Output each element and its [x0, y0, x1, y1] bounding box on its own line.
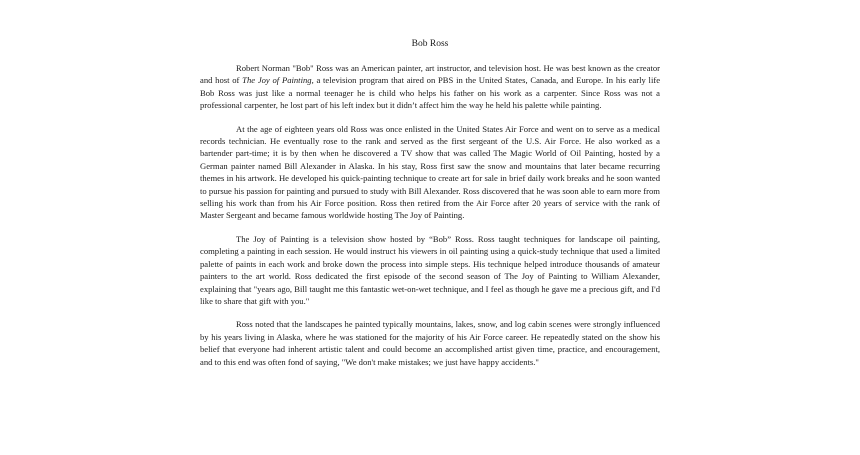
paragraph-3-segment-1: The Joy of Painting is a television show hosted by “Bob” Ross. Ross taught techniques for landscape oil painting, completing a painting in each session. He would instruct his viewers in oil painting using a quick-study technique that used a limited palette of paints in each work and broke down the process into simple steps. His technique helped introduce thousands of amateur painters to the art world. Ross dedicated the first episode of the second season of The Joy of Painting to William Alexander, explaining that "years ago, Bill taught me this fantastic wet-on-wet technique, and I feel as though he gave me a precious gift, and I'd like to share that gift with you." — [200, 233, 660, 306]
paragraph-4 — [200, 318, 660, 368]
document-title: Bob Ross — [411, 39, 449, 49]
paragraph-1-italic-title: The Joy of Painting — [242, 75, 312, 86]
paragraph-1-segment-3: , a television program that aired on PBS in the United States, Canada, and Europe. In his early life Bob Ross was just like a normal teenager he is child who helps his father on his work as a carpenter. Since Ross was not a professional carpenter, he lost part of his left index but it didn’t affect him the way he held his palette while painting. — [200, 75, 661, 111]
document-page — [200, 38, 660, 379]
paragraph-1 — [200, 62, 660, 112]
paragraph-3 — [200, 233, 660, 307]
paragraph-2-segment-1: At the age of eighteen years old Ross was once enlisted in the United States Air Force and went on to serve as a medical records technician. He eventually rose to the rank and served as the first sergeant of the U.S. Air Force. He also worked as a bartender part-time; it is by then when he discovered a TV show that was called The Magic World of Oil Painting, hosted by a German painter named Bill Alexander in Alaska. In his stay, Ross first saw the snow and mountains that later became recurring themes in his artwork. He developed his quick-painting technique to create art for sale in brief daily work breaks and he soon wanted to pursue his passion for painting and pursued to study with Bill Alexander. Ross discovered that he was soon able to earn more from selling his work than from his Air Force position. Ross then retired from the Air Force after 20 years of service with the rank of Master Sergeant and became famous worldwide hosting The Joy of Painting. — [200, 123, 660, 221]
paragraph-2 — [200, 123, 660, 222]
paragraph-4-segment-1: Ross noted that the landscapes he painted typically mountains, lakes, snow, and log cabin scenes were strongly influenced by his years living in Alaska, where he was stationed for the majority of his Air Force career. He repeatedly stated on the show his belief that everyone had inherent artistic talent and could become an accomplished artist given time, practice, and encouragement, and to this end was often fond of saying, "We don't make mistakes; we just have happy accidents." — [200, 319, 660, 367]
paragraph-1-segment-1: Robert Norman "Bob" Ross was an American painter, art instructor, and television host. He was best known as the creator and host of — [200, 63, 660, 86]
